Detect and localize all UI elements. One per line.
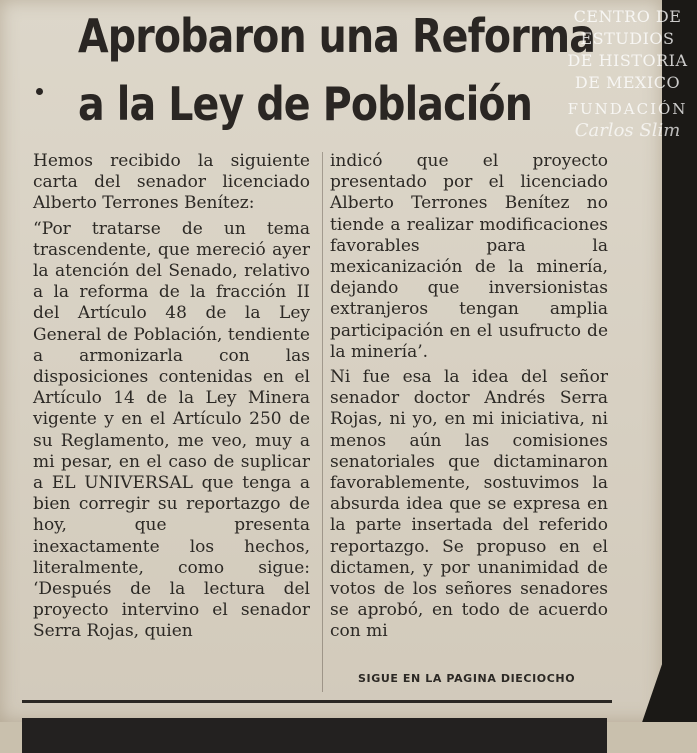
bottom-rule — [22, 700, 612, 703]
letter-paragraph-1: “Por tratarse de un tema trascendente, que mereció ayer la atención del Senado, relativo a la reforma de la fracción II del Artículo 48 de la Ley General de Población, tendiente a armonizarla con las disposiciones contenidas en el Artículo 14 de la Ley Minera vigente y en el Artículo 250 de su Reglamento, me veo, muy a mi pesar, en el caso de suplicar a EL UNIVERSAL que tenga a bien corregir su reportazgo de hoy, que presenta inexactamente los hechos, literalmente, como sigue: ‘Después de la lectura del proyecto intervino el senador Serra Rojas, quien — [33, 218, 310, 642]
watermark-line-1: CENTRO DE — [573, 7, 682, 26]
headline — [78, 2, 596, 138]
left-column — [33, 151, 310, 643]
archive-watermark — [560, 6, 695, 142]
intro-paragraph: Hemos recibido la siguiente carta del senador licenciado Alberto Terrones Benítez: — [33, 151, 310, 214]
right-column — [330, 151, 608, 643]
headline-line-1: Aprobaron una Reforma — [78, 9, 596, 63]
watermark-line-2: ESTUDIOS — [580, 29, 675, 48]
watermark-line-3: DE HISTORIA — [567, 51, 688, 70]
column-divider — [322, 152, 323, 692]
headline-line-2: a la Ley de Población — [78, 77, 533, 131]
letter-paragraph-2: Ni fue esa la idea del señor senador doctor Andrés Serra Rojas, ni yo, en mi iniciativa, ni menos aún las comisiones senatoriales que dictaminaron favorablemente, sostuvimos la absurda idea que se expresa en la parte insertada del referido reportazgo. Se propuso en el dictamen, y por unanimidad de votos de los señores senadores se aprobó, en todo de acuerdo con mi — [330, 367, 608, 642]
dark-backing — [22, 718, 607, 753]
watermark-line-4: DE MEXICO — [574, 73, 681, 92]
continued-note: SIGUE EN LA PAGINA DIECIOCHO — [358, 672, 576, 685]
letter-paragraph-1-cont: indicó que el proyecto presentado por el licenciado Alberto Terrones Benítez no tiende a realizar modificaciones favorables para la mexicanización de la minería, dejando que inversionistas extranjeros tengan amplia participación en el usufructo de la minería’. — [330, 151, 608, 362]
bullet-dot — [36, 88, 43, 95]
watermark-line-5: FUNDACIÓN — [567, 100, 688, 118]
watermark-signature: Carlos Slim — [574, 120, 681, 141]
